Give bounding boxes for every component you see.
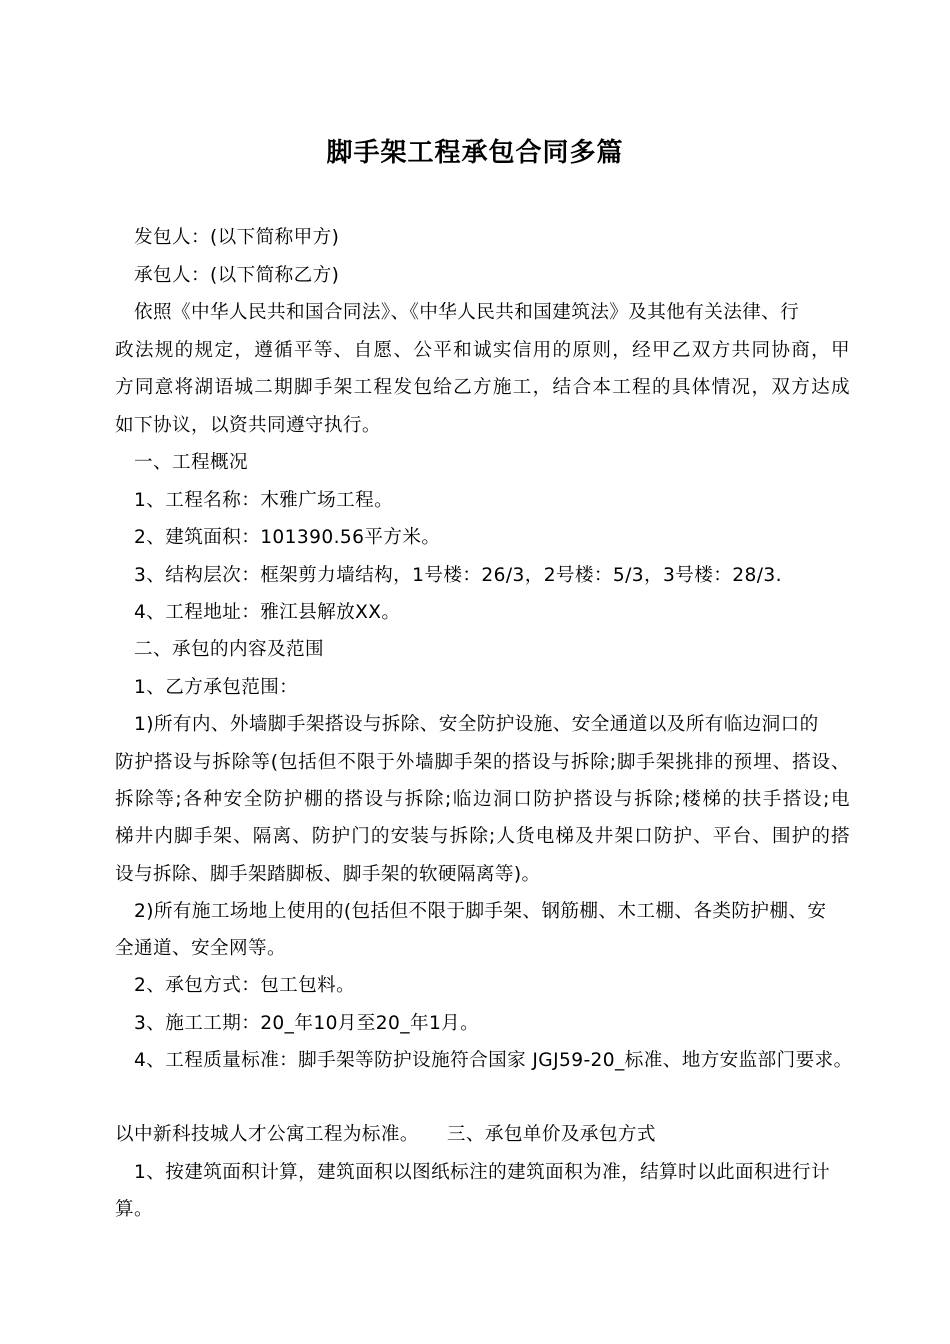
employer-line: 发包人：(以下简称甲方) — [134, 227, 340, 248]
preamble-line-2: 政法规的规定，遵循平等、自愿、公平和诚实信用的原则，经甲乙双方共同协商，甲 — [115, 340, 850, 361]
structure-levels: 3、结构层次：框架剪力墙结构，1号楼：26/3，2号楼：5/3，3号楼：28/3. — [134, 565, 782, 586]
construction-period: 3、施工工期：20_年10月至20_年1月。 — [134, 1013, 480, 1034]
pricing-line-2: 算。 — [115, 1199, 153, 1220]
project-address: 4、工程地址：雅江县解放XX。 — [134, 602, 401, 623]
contract-method: 2、承包方式：包工包料。 — [134, 975, 356, 996]
section-heading-3: 三、承包单价及承包方式 — [446, 1124, 656, 1145]
scope-item-1-line-3: 拆除等;各种安全防护棚的搭设与拆除;临边洞口防护搭设与拆除;楼梯的扶手搭设;电 — [115, 789, 850, 810]
pricing-line-1: 1、按建筑面积计算，建筑面积以图纸标注的建筑面积为准，结算时以此面积进行计 — [134, 1162, 831, 1183]
scope-item-2-line-1: 2)所有施工场地上使用的(包括但不限于脚手架、钢筋棚、木工棚、各类防护棚、安 — [134, 901, 827, 922]
scope-heading: 1、乙方承包范围： — [134, 677, 299, 698]
scope-item-2-line-2: 全通道、安全网等。 — [115, 938, 286, 959]
standard-reference-line — [115, 1116, 850, 1154]
scope-item-1-line-5: 设与拆除、脚手架踏脚板、脚手架的软硬隔离等)。 — [115, 864, 541, 885]
preamble-line-1: 依照《中华人民共和国合同法》、《中华人民共和国建筑法》及其他有关法律、行 — [134, 302, 800, 323]
project-name: 1、工程名称：木雅广场工程。 — [134, 490, 394, 511]
preamble-line-3: 方同意将湖语城二期脚手架工程发包给乙方施工，结合本工程的具体情况，双方达成 — [115, 377, 850, 398]
scope-item-1-line-4: 梯井内脚手架、隔离、防护门的安装与拆除;人货电梯及井架口防护、平台、围护的搭 — [115, 826, 850, 847]
building-area: 2、建筑面积：101390.56平方米。 — [134, 527, 441, 548]
contractor-line: 承包人：(以下简称乙方) — [134, 265, 340, 286]
standard-reference: 以中新科技城人才公寓工程为标准。 — [115, 1124, 419, 1145]
section-heading-1: 一、工程概况 — [134, 452, 248, 473]
section-heading-2: 二、承包的内容及范围 — [134, 639, 324, 660]
scope-item-1-line-2: 防护搭设与拆除等(包括但不限于外墙脚手架的搭设与拆除;脚手架挑排的预埋、搭设、 — [115, 752, 850, 773]
preamble-line-4: 如下协议，以资共同遵守执行。 — [115, 415, 381, 436]
quality-standard: 4、工程质量标准：脚手架等防护设施符合国家 JGJ59-20_标准、地方安监部门要求。 — [134, 1050, 853, 1071]
document-title: 脚手架工程承包合同多篇 — [326, 138, 624, 168]
scope-item-1-line-1: 1)所有内、外墙脚手架搭设与拆除、安全防护设施、安全通道以及所有临边洞口的 — [134, 714, 819, 735]
